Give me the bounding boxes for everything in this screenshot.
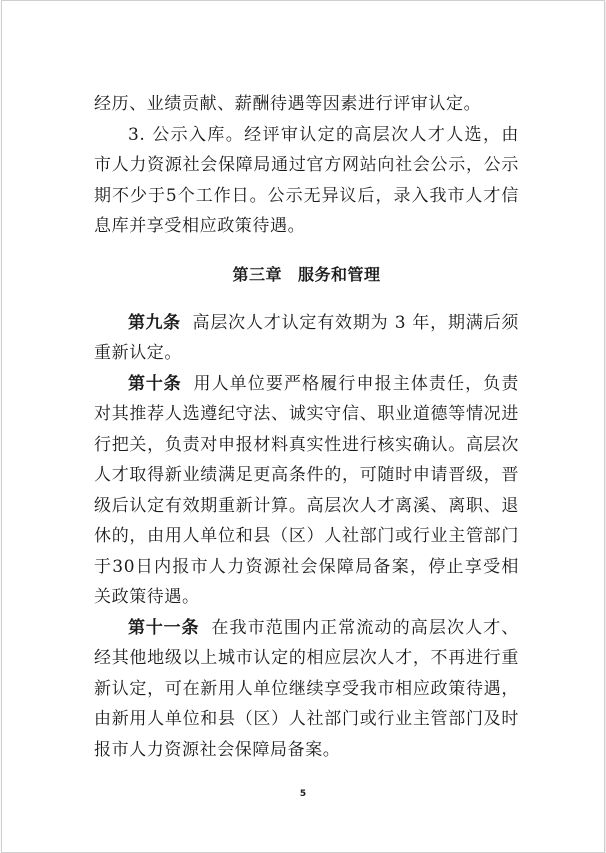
article-9-text: 高层次人才认定有效期为 3 年，期满后须重新认定。 [94, 312, 519, 363]
article-9 [94, 308, 519, 369]
paragraph-continuation: 经历、业绩贡献、薪酬待遇等因素进行评审认定。 [94, 94, 482, 114]
chapter-number: 第三章 [232, 264, 282, 284]
article-11-text: 在我市范围内正常流动的高层次人才、经其他地级以上城市认定的相应层次人才，不再进行重新认定，可在新用人单位继续享受我市相应政策待遇，由新用人单位和县（区）人社部门或行业主管部门及时报市人力资源社会保障局备案。 [94, 617, 520, 760]
article-9-title: 第九条 [128, 312, 181, 333]
article-10-text: 用人单位要严格履行申报主体责任，负责对其推荐人选遵纪守法、诚实守信、职业道德等情况进行把关，负责对申报材料真实性进行核实确认。高层次人才取得新业绩满足更高条件的，可随时申请晋级，晋级后认定有效期重新计算。高层次人才离溪、离职、退休的，由用人单位和县（区）人社部门或行业主管部门于30日内报市人力资源社会保障局备案，停止享受相关政策待遇。 [94, 373, 519, 607]
article-11 [94, 613, 519, 766]
article-10-title: 第十条 [128, 373, 182, 394]
chapter-heading [94, 260, 519, 290]
article-11-title: 第十一条 [128, 617, 200, 638]
article-10 [94, 369, 519, 613]
page-number: 5 [299, 789, 307, 799]
chapter-title: 服务和管理 [298, 264, 381, 284]
document-page [1, 0, 605, 853]
page-body [94, 89, 519, 765]
paragraph-publicity: 3. 公示入库。经评审认定的高层次人才人选，由市人力资源社会保障局通过官方网站向社会公示，公示期不少于5个工作日。公示无异议后，录入我市人才信息库并享受相应政策待遇。 [94, 124, 519, 236]
